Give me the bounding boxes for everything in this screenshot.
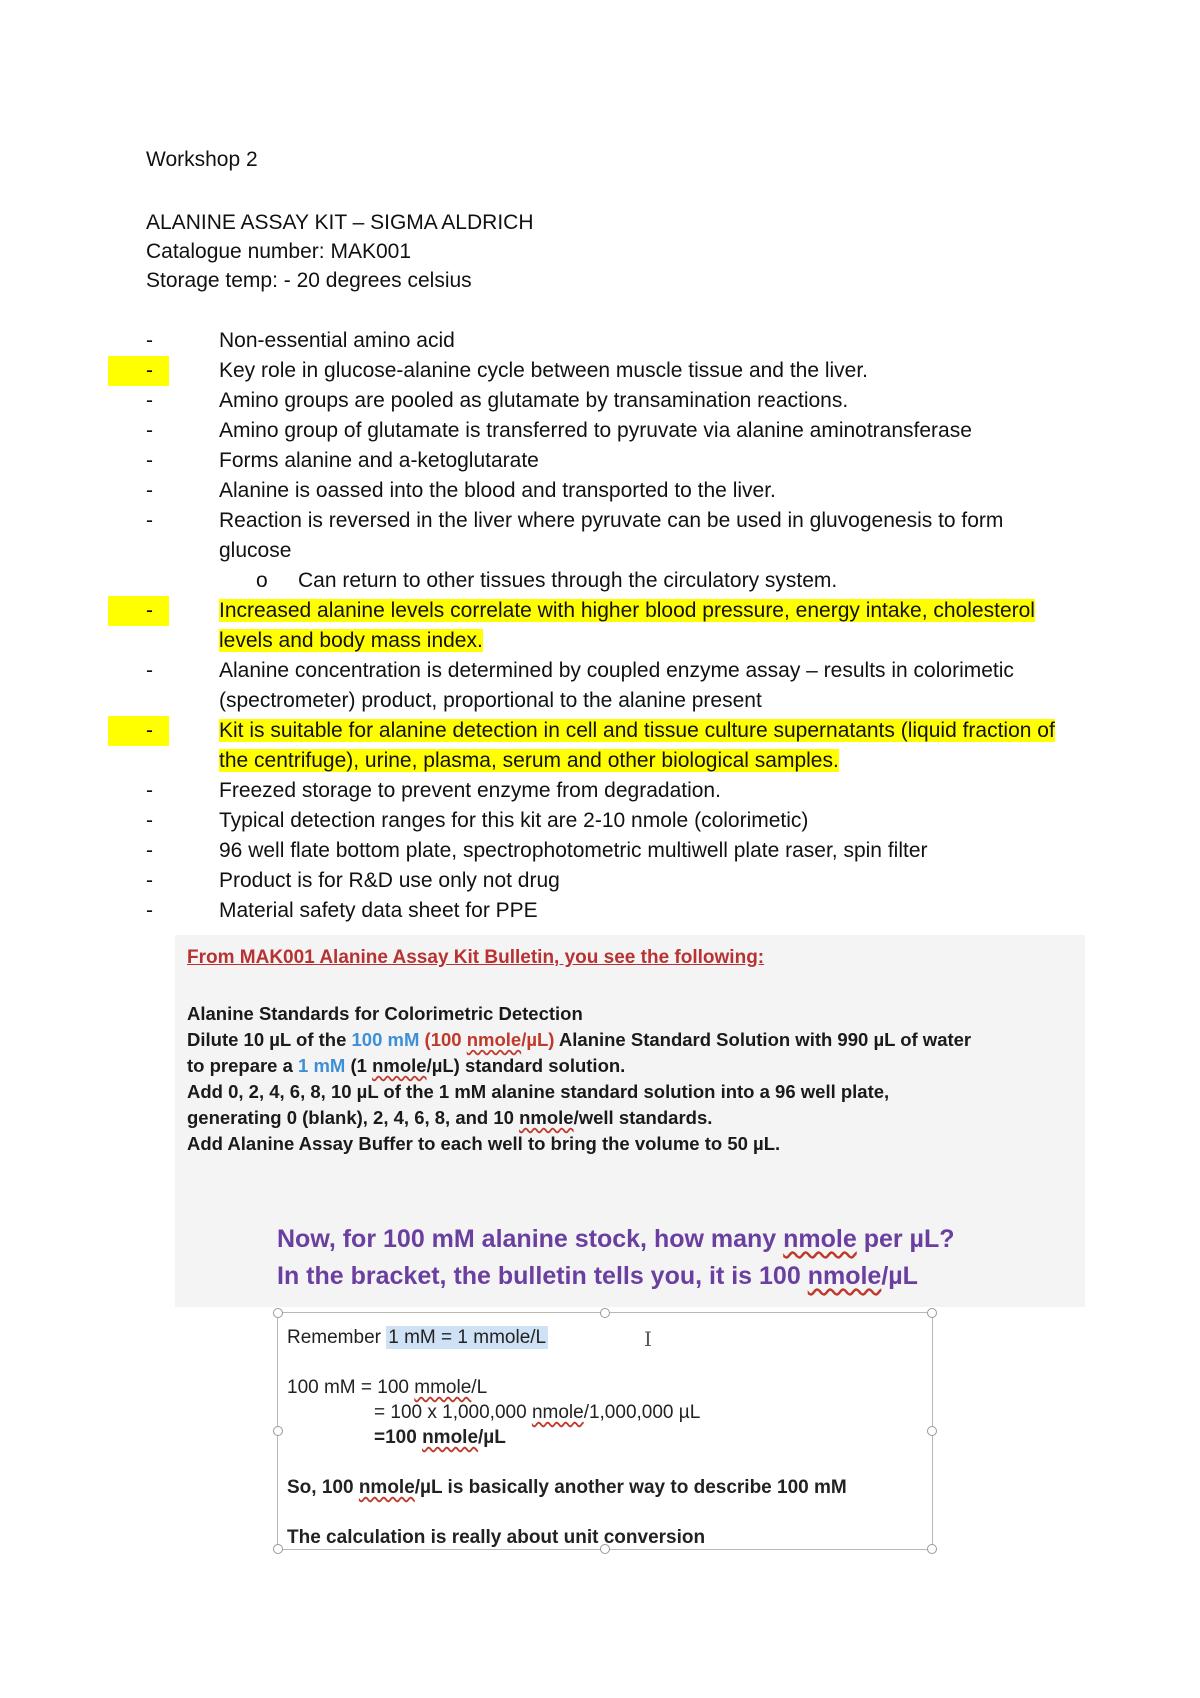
conversion-line-3: =100 nmole/µL [374,1427,506,1448]
standards-line-4: generating 0 (blank), 2, 4, 6, 8, and 10 nmole/well standards. [187,1107,713,1128]
bullet-dash: - [146,389,153,412]
bullet-text-highlighted: Kit is suitable for alanine detection in cell and tissue culture supernatants (liquid fraction of the centrifuge), urine, plasma, serum and other biological samples. [219,719,1055,772]
standards-title: Alanine Standards for Colorimetric Detection [187,1003,583,1024]
list-item [146,446,1066,476]
bullet-dash: - [146,479,153,502]
bullet-text: 96 well flate bottom plate, spectrophotometric multiwell plate raser, spin filter [219,839,928,862]
catalogue-number: Catalogue number: MAK001 [146,240,411,263]
standards-line-5: Add Alanine Assay Buffer to each well to bring the volume to 50 µL. [187,1133,781,1154]
bullet-dash: - [146,329,153,352]
bullet-dash: - [146,449,153,472]
bullet-text: Alanine is oassed into the blood and transported to the liver. [219,479,776,502]
list-item [146,656,1066,716]
bullet-dash: - [108,716,169,746]
bulletin-screenshot [175,935,1085,1307]
bullet-dash: - [108,596,169,626]
list-item [146,506,1066,566]
bulletin-standards [187,1001,971,1157]
bullet-text: Key role in glucose-alanine cycle between muscle tissue and the liver. [219,359,869,382]
list-item [146,836,1066,866]
document-title: Workshop 2 [146,148,258,171]
conversion-line-1: 100 mM = 100 mmole/L [287,1377,488,1398]
bullet-text: Freezed storage to prevent enzyme from degradation. [219,779,721,802]
list-item [146,326,1066,356]
list-item [146,806,1066,836]
bullet-text: Amino groups are pooled as glutamate by transamination reactions. [219,389,849,412]
summary-line: So, 100 nmole/µL is basically another way to describe 100 mM [287,1477,847,1498]
standards-line-3: Add 0, 2, 4, 6, 8, 10 µL of the 1 mM alanine standard solution into a 96 well plate, [187,1081,890,1102]
bullet-text: Alanine concentration is determined by coupled enzyme assay – results in colorimetic (spectrometer) product, proportional to the alanine present [219,659,1014,712]
standards-line-2: to prepare a 1 mM (1 nmole/µL) standard solution. [187,1055,626,1076]
storage-temp: Storage temp: - 20 degrees celsius [146,269,472,292]
conversion-line-2: = 100 x 1,000,000 nmole/1,000,000 µL [374,1402,701,1423]
bullet-dash: - [146,659,153,682]
list-item [146,716,1066,776]
standards-line-1: Dilute 10 µL of the 100 mM (100 nmole/µL) Alanine Standard Solution with 990 µL of water [187,1029,972,1050]
list-item [146,476,1066,506]
remember-text-box[interactable] [277,1312,933,1550]
bullet-text: Forms alanine and a-ketoglutarate [219,449,539,472]
sub-item-text: Can return to other tissues through the circulatory system. [298,569,838,592]
remember-line: Remember 1 mM = 1 mmole/L [287,1327,547,1348]
resize-handle[interactable] [273,1426,283,1436]
bullet-text: Amino group of glutamate is transferred to pyruvate via alanine aminotransferase [219,419,972,442]
bullet-text: Typical detection ranges for this kit are 2-10 nmole (colorimetic) [219,809,809,832]
bullet-dash: - [146,809,153,832]
list-item [146,386,1066,416]
sub-list-item [146,566,1066,596]
resize-handle[interactable] [273,1544,283,1554]
bullet-dash: - [146,839,153,862]
bullet-text: Non-essential amino acid [219,329,455,352]
bullet-dash: - [146,869,153,892]
selected-text: 1 mM = 1 mmole/L [388,1327,547,1348]
question-line-1: Now, for 100 mM alanine stock, how many nmole per µL? [277,1225,955,1253]
question-line-2: In the bracket, the bulletin tells you, it is 100 nmole/µL [277,1262,918,1290]
resize-handle[interactable] [927,1426,937,1436]
list-item [146,866,1066,896]
bullet-dash: - [146,899,153,922]
bullet-dash: - [146,779,153,802]
bullet-dash: - [146,419,153,442]
conclusion-line: The calculation is really about unit conversion [287,1527,706,1548]
bullet-dash: - [146,509,153,532]
bullet-text-highlighted: Increased alanine levels correlate with higher blood pressure, energy intake, cholesterol levels and body mass index. [219,599,1035,652]
list-item [146,776,1066,806]
bullet-dash: - [108,356,169,386]
list-item [146,356,1066,386]
bullet-text: Reaction is reversed in the liver where pyruvate can be used in gluvogenesis to form glucose [219,509,1004,562]
bullet-text: Material safety data sheet for PPE [219,899,538,922]
resize-handle[interactable] [927,1544,937,1554]
list-item [146,896,1066,926]
kit-name: ALANINE ASSAY KIT – SIGMA ALDRICH [146,211,534,234]
bullet-text: Product is for R&D use only not drug [219,869,560,892]
list-item [146,416,1066,446]
bulletin-heading: From MAK001 Alanine Assay Kit Bulletin, you see the following: [187,947,765,968]
resize-handle[interactable] [927,1308,937,1318]
question-text [277,1221,955,1295]
bullet-list [146,326,1066,926]
kit-info [146,208,534,295]
resize-handle[interactable] [600,1308,610,1318]
sub-bullet-icon: o [256,569,268,592]
list-item [146,596,1066,656]
text-cursor-icon: I [644,1327,652,1351]
resize-handle[interactable] [273,1308,283,1318]
